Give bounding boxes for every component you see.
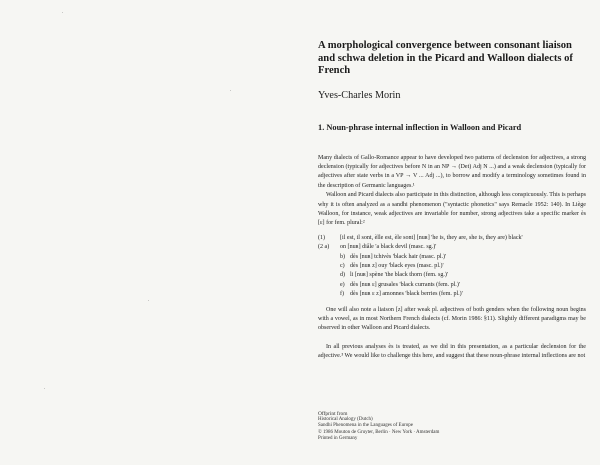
example-label: f): [340, 291, 345, 298]
author-name: Yves-Charles Morin: [318, 89, 401, 101]
paragraph-4: In all previous analyses ès is treated, as we did in this presentation, as a particular declension for the adjective.³ We would like to challenge this here, and suggest that these noun-phrase internal inflections are not: [318, 343, 586, 360]
example-number: (2 a): [318, 244, 330, 251]
example-row: [318, 234, 586, 243]
scan-speck: [148, 300, 149, 301]
example-number: [318, 271, 340, 280]
footer-line: Historical Analogy (Dutch): [318, 417, 373, 423]
example-text: dès [nuʀ ɛ] grusales 'black currants (fem. pl.)': [350, 281, 460, 288]
example-text: [il est, il sont, èlle est, èle sont] [nuʀ] 'he is, they are, she is, they are) black': [340, 234, 523, 241]
example-number: [318, 253, 340, 262]
paragraph-3: One will also note a liaison [z] after weak pl. adjectives of both genders when the following noun begins with a vowel, as in most Northern French dialects (cf. Morin 1986: §11). Slightly different paradigms may be observed in other Walloon and Picard dialects.: [318, 306, 586, 332]
example-label: e): [340, 281, 345, 288]
article-title: A morphological convergence between consonant liaison and schwa deletion in the Picard and Walloon dialects of French: [318, 40, 573, 76]
example-text: dès [nuʀ ɛ z] amonnes 'black berries (fem. pl.)': [350, 291, 463, 298]
footer-line: © 1986 Mouton de Gruyter, Berlin · New York · Amsterdam: [318, 429, 440, 435]
example-number: [318, 290, 340, 299]
example-row: [318, 243, 586, 252]
example-row: [318, 271, 586, 280]
example-text: dès [nuʀ] tchivès 'black hair (masc. pl.)': [350, 253, 447, 260]
offprint-footer: [318, 411, 538, 442]
example-label: d): [340, 272, 346, 279]
example-list: [318, 234, 586, 300]
example-label: c): [340, 262, 345, 269]
example-text: on [nuʀ] diâle 'a black devil (masc. sg.)': [340, 244, 437, 251]
scan-speck: [62, 12, 63, 13]
example-label: b): [340, 253, 346, 260]
example-number: [318, 262, 340, 271]
paragraph-1: Many dialects of Gallo-Romance appear to have developed two patterns of declension for adjectives, a strong declension (typically for adjectives before N in an NP → (Det) Adj N ...) and a weak declension (typically for adjectives after state verbs in a VP → V ... Adj ...), to borrow and modify a terminology sometimes found in the description of Germanic languages.¹: [318, 154, 586, 189]
text-column: [318, 40, 586, 362]
example-text: li [nuʀ] spène 'the black thorn (fem. sg.)': [350, 272, 448, 279]
example-number: [318, 281, 340, 290]
scan-speck: [44, 388, 45, 389]
footer-line: Offprint from: [318, 411, 348, 417]
example-row: [318, 262, 586, 271]
example-number: (1): [318, 234, 326, 241]
footer-line: Sandhi Phenomena in the Languages of Europe: [318, 423, 413, 429]
paragraph-2: Walloon and Picard dialects also participate in this distinction, although less conspicuously. This is perhaps why it is often analyzed as a sandhi phenomenon ("syntactic phonetics" says Remacle 1952: 140). In Liège Walloon, for instance, weak adjectives are invariable for number, strong adjectives take a specific marker ès [ɛ] for fem. plural:²: [318, 192, 586, 227]
section-heading: 1. Noun-phrase internal inflection in Walloon and Picard: [318, 122, 522, 132]
example-text: dès [nuʀ z] ouy 'black eyes (masc. pl.)': [350, 262, 444, 269]
footer-line: Printed in Germany: [318, 435, 358, 441]
example-row: [318, 290, 586, 299]
scan-speck: [230, 90, 231, 91]
example-row: [318, 253, 586, 262]
example-row: [318, 281, 586, 290]
